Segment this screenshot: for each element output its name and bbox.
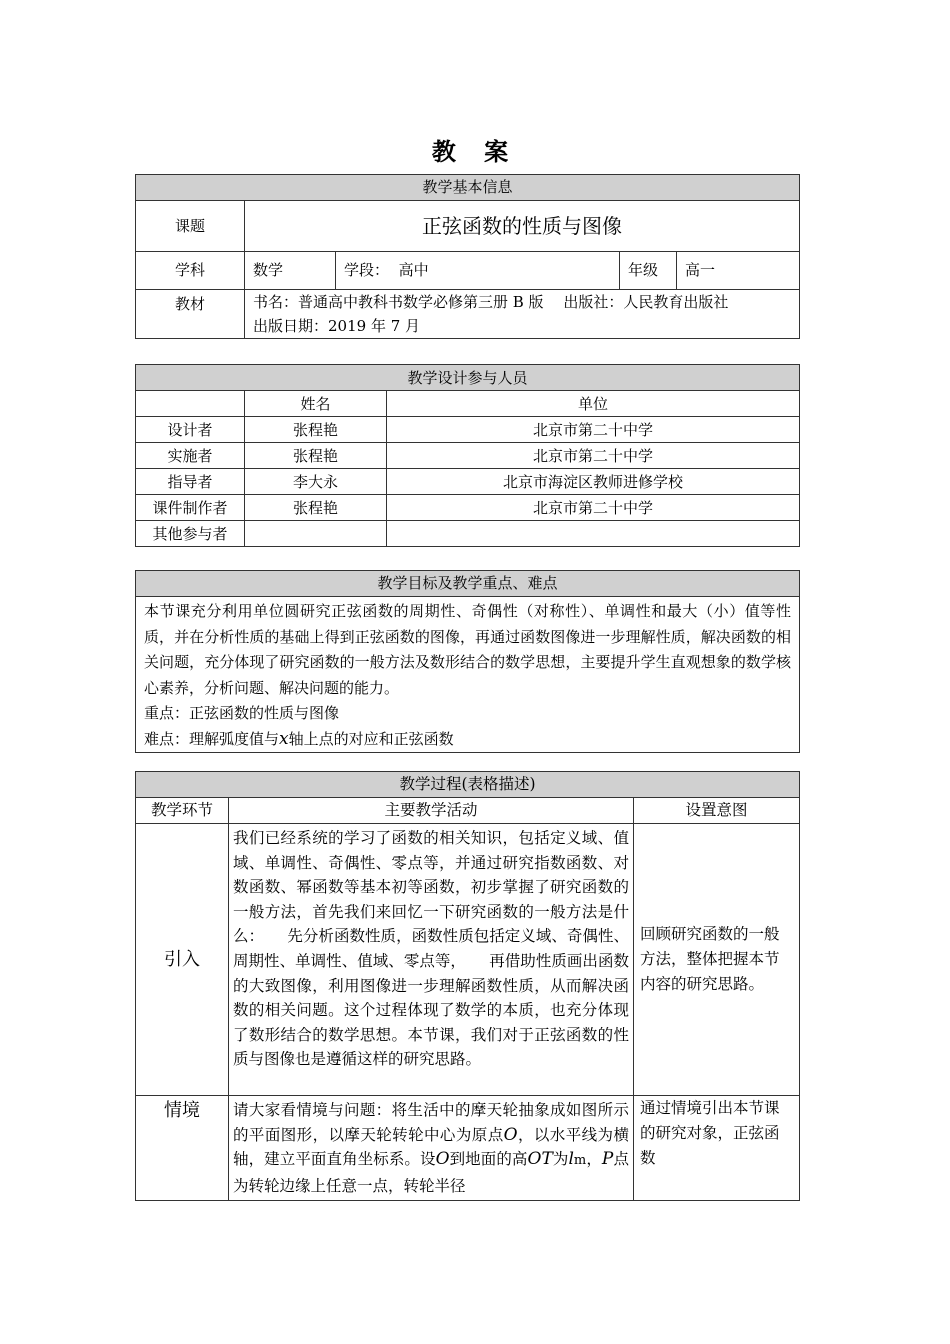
- staff-row: [136, 521, 800, 547]
- col-unit: 单位: [387, 391, 800, 417]
- staff-role: 实施者: [136, 443, 245, 469]
- grade-label: 年级: [620, 252, 677, 290]
- stage-value: 高中: [398, 261, 429, 279]
- staff-header: 教学设计参与人员: [136, 365, 800, 391]
- situation-text-4: 为: [552, 1150, 569, 1169]
- page-title: 教 案: [431, 137, 519, 166]
- topic-value: 正弦函数的性质与图像: [245, 201, 800, 252]
- subject-label: 学科: [136, 252, 245, 290]
- process-table: [135, 771, 800, 1201]
- basic-info-table: [135, 174, 800, 339]
- intro-activity: 我们已经系统的学习了函数的相关知识，包括定义域、值域、单调性、奇偶性、零点等，并通过研究指数函数、对数函数、幂函数等基本初等函数，初步掌握了研究函数的一般方法，首先我们来回忆一下研究函数的一般方法是什么： 先分析函数性质，函数性质包括定义域、奇偶性、周期性、单调性、值域、零点等， 再借助性质画出函数的大致图像，利用图像进一步理解函数性质，从而解决函数的相关问题。这个过程体现了数学的本质，也充分体现了数形结合的数学思想。本节课，我们对于正弦函数的性质与图像也是遵循这样的研究思路。: [229, 824, 634, 1096]
- stage-label: 学段：: [344, 261, 390, 279]
- staff-corner: [136, 391, 245, 417]
- staff-row: [136, 495, 800, 521]
- goals-key: 重点：正弦函数的性质与图像: [144, 704, 340, 722]
- textbook-line-1: 书名：普通高中教科书数学必修第三册 B 版 出版社：人民教育出版社: [253, 293, 729, 311]
- situation-text-3: 到地面的高: [449, 1150, 528, 1169]
- col-stage: 教学环节: [136, 798, 229, 824]
- var-ot: OT: [527, 1149, 553, 1170]
- process-header: 教学过程(表格描述): [136, 772, 800, 798]
- goals-table: [135, 570, 800, 753]
- difficult-prefix: 难点：理解弧度值与: [144, 729, 280, 748]
- situation-text-5: ，: [586, 1150, 602, 1169]
- staff-role: 指导者: [136, 469, 245, 495]
- basic-info-header: 教学基本信息: [136, 175, 800, 201]
- situation-text-1: 请大家看情境与问题：将生活中的摩天轮抽象成如图所示的平面图形，以摩天轮转轮中心为原点: [233, 1101, 629, 1144]
- var-p: P: [601, 1149, 614, 1170]
- staff-role: 课件制作者: [136, 495, 245, 521]
- var-o-1: O: [503, 1124, 518, 1145]
- situation-stage: 情境: [136, 1096, 229, 1201]
- goals-difficult: [144, 727, 791, 753]
- situation-intent: 通过情境引出本节课的研究对象，正弦函数: [634, 1096, 800, 1201]
- difficult-var: x: [279, 728, 289, 749]
- col-intent: 设置意图: [634, 798, 800, 824]
- staff-role: 其他参与者: [136, 521, 245, 547]
- staff-role: 设计者: [136, 417, 245, 443]
- textbook-cell: [245, 290, 800, 339]
- difficult-suffix: 轴上点的对应和正弦函数: [288, 729, 454, 748]
- staff-unit: [387, 521, 800, 547]
- col-activity: 主要教学活动: [229, 798, 634, 824]
- unit-m: m: [573, 1153, 587, 1169]
- situation-activity: [229, 1096, 634, 1201]
- staff-name: 张程艳: [245, 495, 387, 521]
- textbook-line-2: 出版日期：2019 年 7 月: [253, 317, 421, 335]
- topic-label: 课题: [136, 201, 245, 252]
- stage-cell: [336, 252, 620, 290]
- staff-name: 张程艳: [245, 443, 387, 469]
- goals-header: 教学目标及教学重点、难点: [136, 571, 800, 597]
- var-o-2: O: [435, 1149, 450, 1170]
- grade-value: 高一: [677, 252, 800, 290]
- staff-name: 李大永: [245, 469, 387, 495]
- intro-intent: 回顾研究函数的一般方法，整体把握本节内容的研究思路。: [634, 824, 800, 1096]
- staff-name: 张程艳: [245, 417, 387, 443]
- staff-name: [245, 521, 387, 547]
- situation-text-2: ，以水平线为横轴，建立平面直角坐标系。设: [233, 1125, 629, 1169]
- staff-row: [136, 469, 800, 495]
- staff-table: [135, 364, 800, 547]
- staff-unit: 北京市海淀区教师进修学校: [387, 469, 800, 495]
- intro-stage: 引入: [136, 824, 229, 1096]
- situation-text-6: 点为转轮边缘上任意一点，转轮半径: [233, 1150, 629, 1195]
- subject-value: 数学: [245, 252, 336, 290]
- col-name: 姓名: [245, 391, 387, 417]
- staff-row: [136, 443, 800, 469]
- textbook-label: 教材: [136, 290, 245, 339]
- var-l: l: [568, 1149, 574, 1170]
- staff-unit: 北京市第二十中学: [387, 443, 800, 469]
- goals-body: [136, 597, 800, 753]
- staff-unit: 北京市第二十中学: [387, 417, 800, 443]
- staff-unit: 北京市第二十中学: [387, 495, 800, 521]
- staff-row: [136, 417, 800, 443]
- goals-text: 本节课充分利用单位圆研究正弦函数的周期性、奇偶性（对称性）、单调性和最大（小）值等性质，并在分析性质的基础上得到正弦函数的图像，再通过函数图像进一步理解性质，解决函数的相关问题，充分体现了研究函数的一般方法及数形结合的数学思想，主要提升学生直观想象的数学核心素养，分析问题、解决问题的能力。: [144, 602, 791, 697]
